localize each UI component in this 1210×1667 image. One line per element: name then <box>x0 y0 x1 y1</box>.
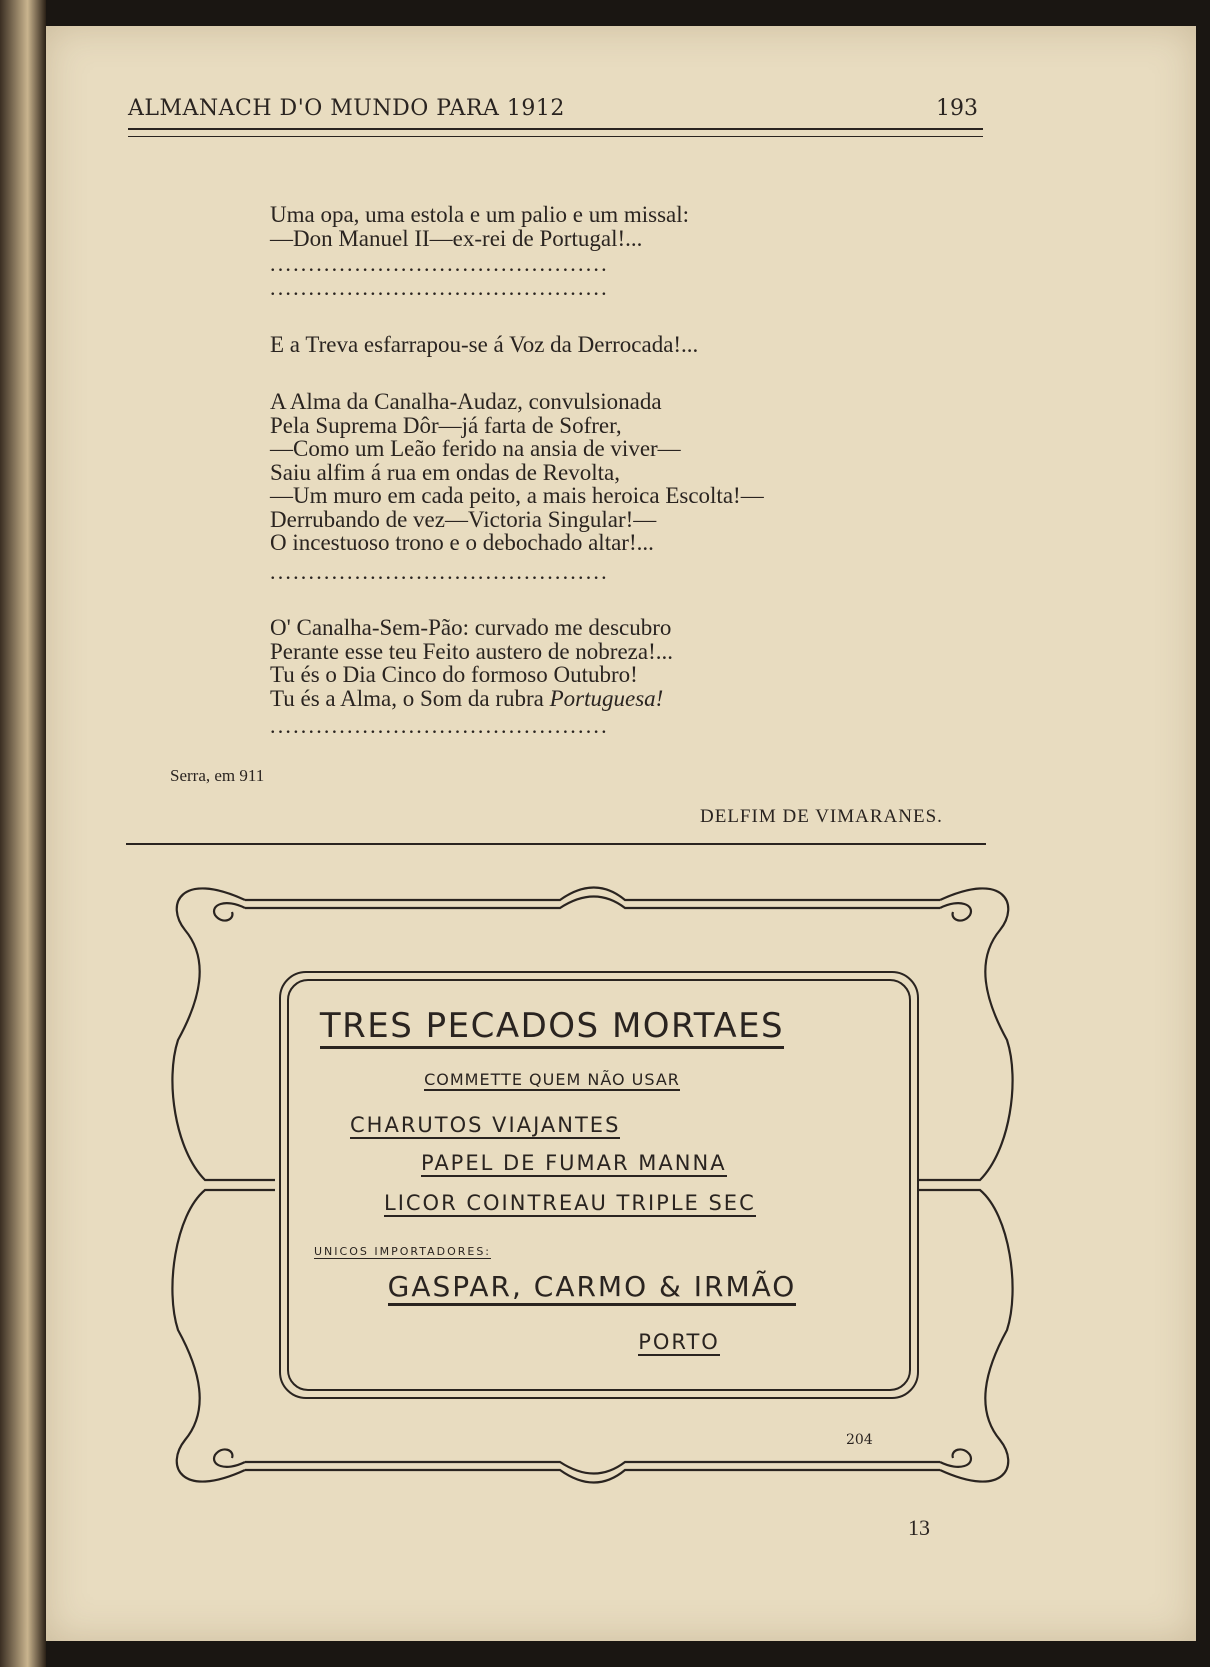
ad-company-text: GASPAR, CARMO & IRMÃO <box>388 1270 797 1306</box>
frame-right-top-curl <box>918 888 1013 1180</box>
poem-line: Saiu alfim á rua em ondas de Revolta, <box>270 459 621 485</box>
ellipsis-row: ............................................ <box>270 278 609 300</box>
poem-line: O incestuoso trono e o debochado altar!... <box>270 530 654 555</box>
frame-left-bottom-scroll <box>214 1449 245 1466</box>
poem-line: —Don Manuel II—ex-rei de Portugal!... <box>270 225 643 251</box>
header-page-number: 193 <box>936 96 978 121</box>
poem-line: Uma opa, uma estola e um palio e um missal: <box>270 202 690 227</box>
frame-bottom-inner <box>245 1462 940 1474</box>
frame-top-inner <box>245 897 940 909</box>
ellipsis-row: ............................................ <box>270 562 609 584</box>
frame-right-top-scroll <box>940 903 971 920</box>
poem-place-date: Serra, em 911 <box>170 766 265 785</box>
ad-product-text: LICOR COINTREAU TRIPLE SEC <box>384 1191 756 1215</box>
ad-city-text: PORTO <box>638 1330 720 1354</box>
ellipsis-row: ............................................ <box>270 254 609 276</box>
ellipsis-row: ............................................ <box>270 716 609 738</box>
poem-line: Pela Suprema Dôr—já farta de Sofrer, <box>270 412 622 438</box>
ad-importers-text: UNICOS IMPORTADORES: <box>314 1245 492 1258</box>
frame-right-bottom-scroll <box>940 1449 971 1466</box>
poem-author: DELFIM DE VIMARANES. <box>700 806 943 827</box>
frame-top-outer <box>245 888 940 901</box>
sheet-number: 13 <box>908 1515 930 1540</box>
poem-line-text: Tu és a Alma, o Som da rubra <box>270 685 550 711</box>
frame-left-bottom-curl <box>172 1190 275 1482</box>
poem-line: Tu és o Dia Cinco do formoso Outubro! <box>270 662 638 687</box>
ad-importers-label <box>314 1245 491 1258</box>
poem-line: Derrubando de vez—Victoria Singular!— <box>270 506 657 532</box>
frame-left-top-curl <box>172 888 275 1180</box>
ad-number: 204 <box>846 1432 873 1448</box>
ad-product-2 <box>421 1151 727 1175</box>
poem-italic-word: Portuguesa! <box>549 685 664 711</box>
ad-company <box>314 1270 870 1303</box>
frame-bottom-outer <box>245 1470 940 1483</box>
ad-product-text: PAPEL DE FUMAR MANNA <box>421 1151 727 1175</box>
poem-line: A Alma da Canalha-Audaz, convulsionada <box>270 389 662 414</box>
poem-line: E a Treva esfarrapou-se á Voz da Derrocada!... <box>270 332 699 357</box>
ad-subtitle-text: COMMETTE QUEM NÃO USAR <box>424 1070 680 1089</box>
frame-left-top-scroll <box>214 903 245 920</box>
poem-line: —Como um Leão ferido na ansia de viver— <box>270 436 681 461</box>
poem-line: —Um muro em cada peito, a mais heroica Escolta!— <box>270 483 764 508</box>
ad-city <box>626 1330 732 1354</box>
ad-product-1 <box>350 1113 620 1137</box>
ad-title <box>268 1006 836 1046</box>
poem-line: O' Canalha-Sem-Pão: curvado me descubro <box>270 615 672 640</box>
ad-product-3 <box>384 1191 756 1215</box>
ad-product-text: CHARUTOS VIAJANTES <box>350 1113 621 1137</box>
poem-line: Perante esse teu Feito austero de nobreza!... <box>270 638 673 664</box>
frame-right-bottom-curl <box>918 1190 1013 1482</box>
header-title: ALMANACH D'O MUNDO PARA 1912 <box>128 96 565 121</box>
ad-title-text: TRES PECADOS MORTAES <box>320 1006 784 1049</box>
ad-subtitle <box>268 1070 836 1089</box>
